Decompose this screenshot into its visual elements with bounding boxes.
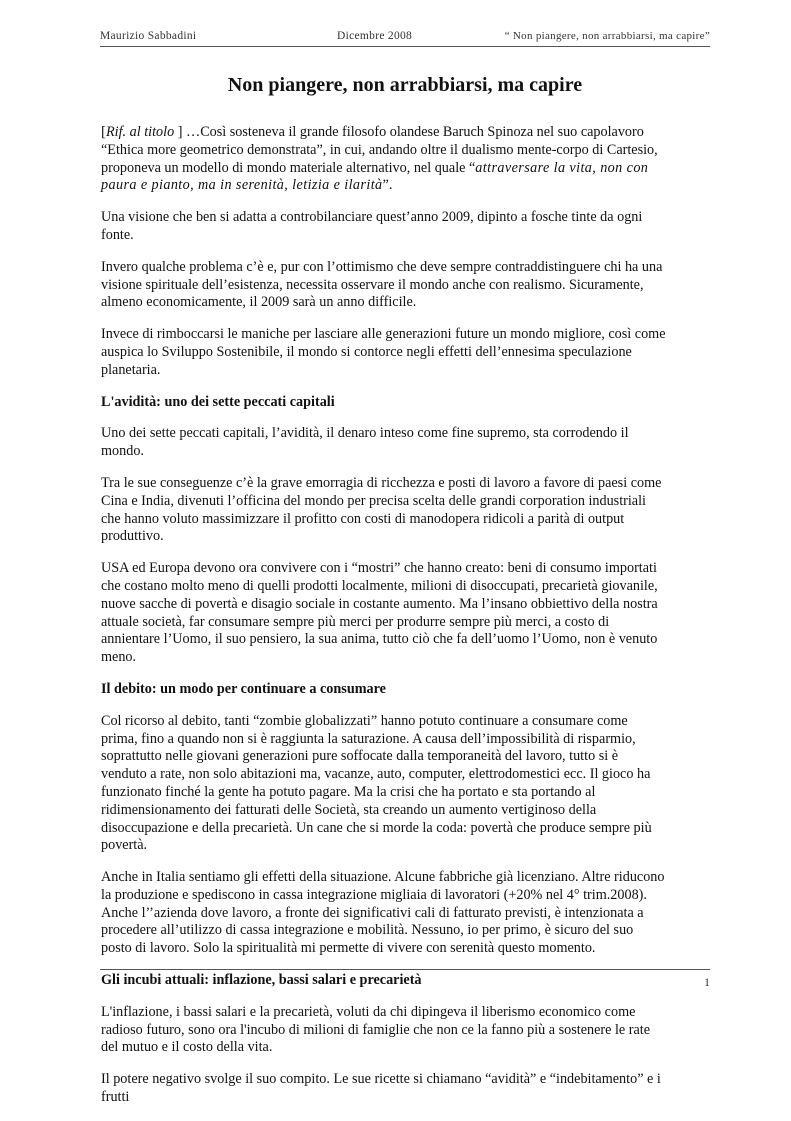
document-title: Non piangere, non arrabbiarsi, ma capire — [227, 74, 583, 96]
header-divider — [100, 46, 710, 47]
body-paragraph: USA ed Europa devono ora convivere con i “mostri” che hanno creato: beni di consumo importati che costano molto meno di quelli prodotti localmente, milioni di disoccupati, precarietà giovanile, nuove sacche di povertà e disagio sociale in costante aumento. Ma l’insano obbiettivo della nostra attuale società, far consumare sempre più merci per produrre sempre più merci, a costo di annientare l’Uomo, il suo pensiero, la sua anima, tutto ciò che fa dell’uomo l’Uomo, non è venuto meno. — [101, 560, 658, 666]
body-paragraph: Invece di rimboccarsi le maniche per lasciare alle generazioni future un mondo migliore, così come auspica lo Sviluppo Sostenibile, il mondo si contorce negli effetti dell’ennesima speculazione planetaria. — [101, 326, 666, 378]
body-paragraph: L'inflazione, i bassi salari e la precarietà, voluti da chi dipingeva il liberismo economico come radioso futuro, sono ora l'incubo di milioni di famiglie che non ce la fanno più a sostenere le rate del mutuo e il costo della vita. — [101, 1003, 651, 1056]
spinoza-quote: attraversare la vita, non con paura e pianto, ma in serenità, letizia e ilarità — [101, 159, 649, 194]
section-heading: Gli incubi attuali: inflazione, bassi salari e precarietà — [101, 972, 422, 989]
header-running-title: “ Non piangere, non arrabbiarsi, ma capire” — [504, 30, 710, 42]
intro-paragraph — [101, 124, 667, 195]
document-body — [101, 124, 667, 1121]
body-paragraph: Invero qualche problema c’è e, pur con l’ottimismo che deve sempre contraddistinguere chi ha una visione spirituale dell’esistenza, necessita osservare il mondo anche con realismo. Sicuramente, almeno economicamente, il 2009 sarà un anno difficile. — [101, 258, 663, 311]
header-author: Maurizio Sabbadini — [100, 30, 197, 42]
intro-closing: ”. — [382, 177, 393, 194]
body-paragraph: Il potere negativo svolge il suo compito. Le sue ricette si chiamano “avidità” e “indebitamento” e i frutti — [101, 1071, 661, 1106]
body-paragraph: Tra le sue conseguenze c’è la grave emorragia di ricchezza e posti di lavoro a favore di paesi come Cina e India, divenuti l’officina del mondo per precisa scelta delle grandi corporation industriali che hanno voluto massimizzare il profitto con costi di manodopera ridicoli a parità di output produttivo. — [101, 474, 662, 545]
ref-bracket-open: [ — [101, 124, 106, 140]
footer-divider — [100, 969, 710, 970]
title-reference: Rif. al titolo — [106, 124, 175, 140]
body-paragraph: Anche in Italia sentiamo gli effetti della situazione. Alcune fabbriche già licenziano. Altre riducono la produzione e spediscono in cassa integrazione migliaia di lavoratori (+20% nel 4° trim.2008). Anche l’’azienda dove lavoro, a fronte dei significativi cali di fatturato previsti, è intenzionata a procedere all’utilizzo di cassa integrazione e mobilità. Nessuno, io per primo, è sicuro del suo posto di lavoro. Solo la spiritualità mi permette di vivere con serenità questo momento. — [101, 869, 665, 957]
body-paragraph: Uno dei sette peccati capitali, l’avidità, il denaro inteso come fine supremo, sta corrodendo il mondo. — [101, 425, 629, 460]
section-heading: Il debito: un modo per continuare a consumare — [101, 680, 386, 697]
page-number: 1 — [704, 975, 710, 989]
section-heading: L'avidità: uno dei sette peccati capitali — [101, 393, 335, 410]
body-paragraph: Col ricorso al debito, tanti “zombie globalizzati” hanno potuto continuare a consumare come prima, fino a quando non si è raggiunta la saturazione. A causa dell’impossibilità di risparmio, soprattutto nelle giovani generazioni pure soffocate dalla temporaneità del lavoro, tutto si è venduto a rate, non solo abitazioni ma, vacanze, auto, computer, elettrodomestici ecc. Il gioco ha funzionato finché la gente ha potuto pagare. Ma la crisi che ha portato e sta portando al ridimensionamento dei fatturati delle Società, sta creando un aumento vertiginoso della disoccupazione e della precarietà. Un cane che si morde la coda: povertà che produce sempre più povertà. — [101, 712, 652, 854]
header-date: Dicembre 2008 — [337, 30, 413, 42]
ref-bracket-close: ] — [174, 124, 183, 140]
intro-text: …Così sosteneva il grande filosofo olandese Baruch Spinoza nel suo capolavoro “Ethica more geometrico demonstrata”, in cui, andando oltre il dualismo mente-corpo di Cartesio, proponeva un modello di mondo materiale alternativo, nel quale “ — [101, 124, 658, 176]
body-paragraph: Una visione che ben si adatta a controbilanciare quest’anno 2009, dipinto a fosche tinte da ogni fonte. — [101, 209, 643, 243]
